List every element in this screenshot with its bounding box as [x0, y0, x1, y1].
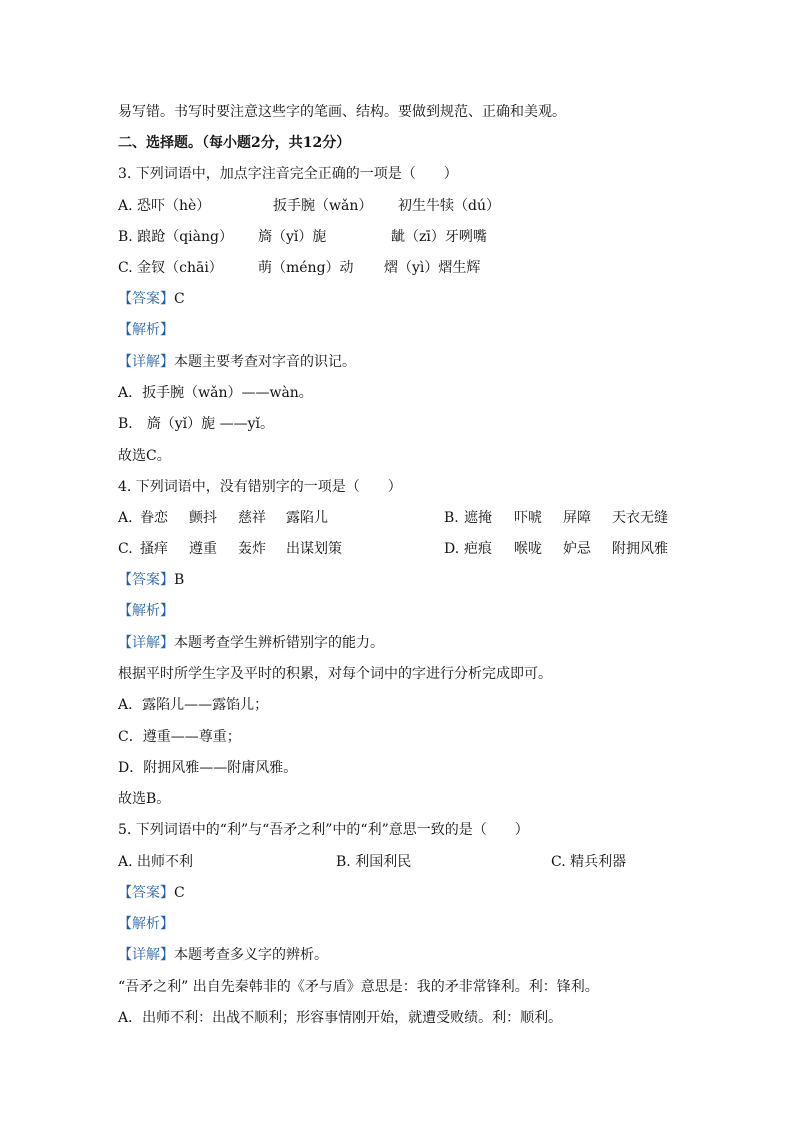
question-5-answer	[118, 881, 185, 905]
option-word: 遵重	[189, 541, 217, 557]
option-text: 龇（zī）牙咧嘴	[391, 229, 487, 245]
question-3-explanation-1: A．扳手腕（wǎn）——wàn。	[118, 385, 313, 401]
option-word: 出谋划策	[286, 541, 342, 557]
answer-tag: 【答案】	[118, 291, 174, 307]
option-text: C. 金钗（chāi）	[118, 260, 223, 276]
option-text: A. 恐吓（hè）	[118, 198, 211, 214]
option-text: 初生牛犊（dú）	[398, 198, 500, 214]
question-3-option-b	[118, 225, 678, 249]
question-3-detail	[118, 350, 356, 374]
question-4-detail-line: 根据平时所学生字及平时的积累，对每个词中的字进行分析完成即可。	[118, 666, 552, 682]
option-text: 萌（méng）动	[258, 260, 354, 276]
detail-tag: 【详解】	[118, 635, 174, 651]
question-4-explanation-3: D．附拥风雅——附庸风雅。	[118, 760, 298, 776]
answer-value: C	[174, 885, 185, 901]
option-word: 屏障	[563, 510, 591, 526]
answer-tag: 【答案】	[118, 572, 174, 588]
option-word: 妒忌	[563, 541, 591, 557]
option-word: 颤抖	[189, 510, 217, 526]
detail-text: 本题考查多义字的辨析。	[174, 947, 328, 963]
option-letter: D.	[444, 541, 460, 557]
option-word: 搔痒	[140, 541, 168, 557]
question-3-stem: 3. 下列词语中，加点字注音完全正确的一项是（ ）	[118, 166, 458, 182]
question-5-explanation-1: A．出师不利：出战不顺利；形容事情刚开始，就遭受败绩。利：顺利。	[118, 1010, 563, 1026]
question-4-detail	[118, 631, 384, 655]
option-text: 扳手腕（wǎn）	[273, 198, 373, 214]
option-word: 喉咙	[514, 541, 542, 557]
question-5-analysis-tag: 【解析】	[118, 916, 174, 932]
answer-value: B	[174, 572, 185, 588]
question-5-stem: 5. 下列词语中的“利”与“吾矛之利”中的“利”意思一致的是（ ）	[118, 822, 529, 838]
option-word: 疤痕	[464, 541, 492, 557]
option-word: 附拥风雅	[612, 541, 668, 557]
question-4-options-row-2	[118, 537, 678, 561]
option-word: 露陷儿	[286, 510, 328, 526]
text-line: 易写错。书写时要注意这些字的笔画、结构。要做到规范、正确和美观。	[118, 104, 566, 120]
question-3-conclusion: 故选C。	[118, 448, 171, 464]
question-4-explanation-2: C．遵重——尊重；	[118, 729, 241, 745]
option-text: 熠（yì）熠生辉	[384, 260, 481, 276]
option-word: 眷恋	[140, 510, 168, 526]
question-4-analysis-tag: 【解析】	[118, 603, 174, 619]
question-4-stem: 4. 下列词语中，没有错别字的一项是（ ）	[118, 479, 402, 495]
option-letter: C.	[118, 541, 133, 557]
option-word: 慈祥	[238, 510, 266, 526]
option-word: 轰炸	[238, 541, 266, 557]
question-5-options	[118, 850, 678, 874]
question-3-analysis-tag: 【解析】	[118, 322, 174, 338]
option-text: C. 精兵利器	[551, 854, 627, 870]
question-3-option-c	[118, 256, 678, 280]
question-3-explanation-2: B． 旖（yǐ）旎 ——yǐ。	[118, 416, 274, 432]
question-5-detail-line: “吾矛之利” 出自先秦韩非的《矛与盾》意思是：我的矛非常锋利。利：锋利。	[118, 979, 599, 995]
option-letter: A.	[118, 510, 133, 526]
question-3-answer	[118, 287, 185, 311]
detail-text: 本题考查学生辨析错别字的能力。	[174, 635, 384, 651]
answer-value: C	[174, 291, 185, 307]
option-text: A. 出师不利	[118, 854, 194, 870]
question-4-answer	[118, 568, 184, 592]
detail-tag: 【详解】	[118, 947, 174, 963]
detail-text: 本题主要考查对字音的识记。	[174, 354, 356, 370]
question-4-options-row-1	[118, 506, 678, 530]
option-word: 吓唬	[514, 510, 542, 526]
question-3-option-a	[118, 194, 678, 218]
answer-tag: 【答案】	[118, 885, 174, 901]
option-word: 遮掩	[464, 510, 492, 526]
question-4-conclusion: 故选B。	[118, 791, 171, 807]
option-letter: B.	[444, 510, 459, 526]
section-heading: 二、选择题。（每小题2分，共12分）	[118, 135, 351, 151]
detail-tag: 【详解】	[118, 354, 174, 370]
option-text: B. 踉跄（qiàng）	[118, 229, 233, 245]
question-4-explanation-1: A．露陷儿——露馅儿；	[118, 697, 269, 713]
question-5-detail	[118, 943, 328, 967]
option-word: 天衣无缝	[612, 510, 668, 526]
option-text: B. 利国利民	[336, 854, 412, 870]
option-text: 旖（yǐ）旎	[258, 229, 327, 245]
